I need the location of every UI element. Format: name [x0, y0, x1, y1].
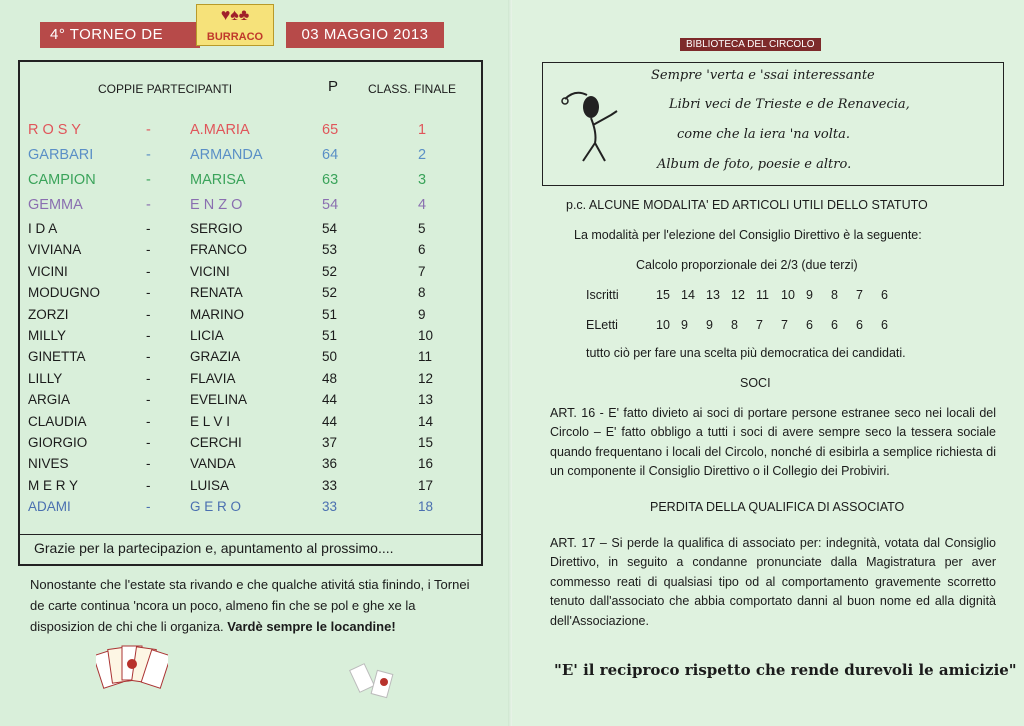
iscritti-value: 9 — [806, 288, 813, 302]
iscritti-value: 7 — [856, 288, 863, 302]
pair-second-name: E N Z O — [190, 197, 243, 213]
iscritti-value: 14 — [681, 288, 695, 302]
table-row — [28, 168, 473, 193]
pair-first-name: MODUGNO — [28, 285, 100, 301]
points-value: 44 — [322, 413, 338, 429]
points-value: 51 — [322, 306, 338, 322]
pair-first-name: GEMMA — [28, 197, 83, 213]
iscritti-value: 11 — [756, 288, 769, 302]
pair-second-name: FRANCO — [190, 242, 247, 258]
eletti-value: 7 — [781, 318, 788, 332]
tournament-date: 03 MAGGIO 2013 — [286, 22, 444, 48]
points-value: 44 — [322, 392, 338, 408]
rank-value: 7 — [418, 263, 426, 279]
eletti-label: ELetti — [586, 318, 618, 332]
pair-first-name: R O S Y — [28, 122, 81, 138]
table-row — [28, 282, 473, 303]
pair-second-name: SERGIO — [190, 221, 243, 236]
tournament-title: 4° TORNEO DE — [40, 22, 200, 48]
eletti-value: 6 — [806, 318, 813, 332]
table-row — [28, 193, 473, 218]
pair-first-name: VICINI — [28, 263, 68, 279]
points-value: 63 — [322, 172, 339, 188]
table-row — [28, 346, 473, 367]
pair-second-name: LICIA — [190, 327, 224, 343]
eletti-value: 9 — [706, 318, 713, 332]
scattered-cards-icon — [344, 656, 408, 706]
pair-first-name: I D A — [28, 221, 58, 236]
table-row — [28, 325, 473, 346]
pair-dash: - — [146, 197, 151, 213]
rank-value: 5 — [418, 221, 426, 236]
table-row — [28, 261, 473, 282]
results-table — [18, 60, 483, 566]
table-row — [28, 432, 473, 453]
iscritti-value: 12 — [731, 288, 745, 302]
pair-dash: - — [146, 477, 151, 493]
rank-value: 1 — [418, 122, 427, 138]
rank-value: 17 — [418, 477, 434, 493]
right-page — [512, 0, 1024, 726]
table-row — [28, 143, 473, 168]
article-16: ART. 16 - E' fatto divieto ai soci di portare persone estranee seco nei locali del Circolo – E' fatto obbligo a tutti i soci di avere sempre seco la tessera sociale quando frequentano i locali del Circolo, nonché di esibirla a semplice richiesta di un componente il Consiglio Direttivo o il Collegio dei Probiviri. — [550, 406, 996, 479]
closing-motto: "E' il reciproco rispetto che rende durevoli le amicizie" — [554, 661, 1017, 679]
table-row — [28, 453, 473, 474]
pair-first-name: GINETTA — [28, 349, 86, 365]
left-paragraph — [30, 574, 482, 637]
column-header-rank: CLASS. FINALE — [368, 82, 457, 96]
pair-first-name: M E R Y — [28, 477, 79, 493]
rank-value: 4 — [418, 197, 427, 213]
points-value: 53 — [322, 242, 338, 258]
soci-heading: SOCI — [740, 376, 771, 390]
pair-dash: - — [146, 370, 151, 386]
pair-dash: - — [146, 221, 151, 236]
table-row — [28, 304, 473, 325]
iscritti-value: 8 — [831, 288, 838, 302]
pair-first-name: LILLY — [28, 370, 63, 386]
pair-second-name: RENATA — [190, 285, 243, 301]
iscritti-value: 10 — [781, 288, 795, 302]
points-value: 33 — [322, 499, 338, 515]
rank-value: 6 — [418, 242, 426, 258]
table-row — [28, 496, 473, 517]
pair-dash: - — [146, 499, 151, 515]
pair-second-name: FLAVIA — [190, 370, 236, 386]
pair-first-name: ARGIA — [28, 392, 71, 408]
pair-second-name: VANDA — [190, 456, 236, 472]
pair-dash: - — [146, 263, 151, 279]
library-line: Sempre 'verta e 'ssai interessante — [651, 68, 875, 83]
rank-value: 18 — [418, 499, 434, 515]
iscritti-value: 15 — [656, 288, 670, 302]
pair-dash: - — [146, 392, 151, 408]
pair-second-name: CERCHI — [190, 434, 242, 450]
burraco-logo — [196, 4, 274, 46]
table-row — [28, 118, 473, 143]
iscritti-label: Iscritti — [586, 288, 619, 302]
results-rows — [28, 118, 473, 517]
pair-second-name: VICINI — [190, 263, 230, 279]
eletti-value: 6 — [831, 318, 838, 332]
rank-value: 9 — [418, 306, 426, 322]
card-suits-icon: ♥♠♣ — [220, 7, 250, 24]
pair-dash: - — [146, 285, 151, 301]
pair-dash: - — [146, 349, 151, 365]
eletti-value: 6 — [881, 318, 888, 332]
pair-first-name: VIVIANA — [28, 242, 82, 258]
rank-value: 15 — [418, 434, 434, 450]
democratic-note: tutto ciò per fare una scelta più democratica dei candidati. — [586, 346, 906, 360]
eletti-value: 10 — [656, 318, 670, 332]
points-value: 52 — [322, 263, 338, 279]
rank-value: 13 — [418, 392, 434, 408]
pair-second-name: LUISA — [190, 477, 230, 493]
table-row — [28, 218, 473, 239]
iscritti-value: 13 — [706, 288, 720, 302]
points-value: 37 — [322, 434, 338, 450]
points-value: 52 — [322, 285, 338, 301]
iscritti-value: 6 — [881, 288, 888, 302]
library-title: BIBLIOTECA DEL CIRCOLO — [680, 38, 821, 51]
pair-second-name: A.MARIA — [190, 122, 250, 138]
library-box — [542, 62, 1004, 186]
eletti-value: 7 — [756, 318, 763, 332]
table-row — [28, 368, 473, 389]
pair-first-name: ADAMI — [28, 499, 71, 515]
pair-dash: - — [146, 413, 151, 429]
points-value: 48 — [322, 370, 338, 386]
pair-first-name: MILLY — [28, 327, 67, 343]
table-row — [28, 411, 473, 432]
column-header-points: P — [328, 78, 339, 95]
library-line: Libri veci de Trieste e de Renavecia, — [669, 97, 910, 112]
rank-value: 2 — [418, 147, 427, 163]
pair-dash: - — [146, 242, 151, 258]
pair-first-name: ZORZI — [28, 306, 69, 322]
points-value: 64 — [322, 147, 339, 163]
pair-second-name: GRAZIA — [190, 349, 241, 365]
table-row — [28, 475, 473, 496]
eletti-value: 9 — [681, 318, 688, 332]
pair-second-name: E L V I — [190, 413, 231, 429]
election-intro: La modalità per l'elezione del Consiglio Direttivo è la seguente: — [574, 228, 922, 242]
pair-dash: - — [146, 434, 151, 450]
points-value: 54 — [322, 221, 338, 236]
rank-value: 11 — [418, 349, 433, 365]
column-header-pairs: COPPIE PARTECIPANTI — [98, 82, 233, 96]
library-line: come che la iera 'na volta. — [677, 127, 850, 142]
stick-figure-reading-icon — [561, 85, 623, 165]
points-value: 51 — [322, 327, 338, 343]
pair-second-name: EVELINA — [190, 392, 248, 408]
points-value: 65 — [322, 122, 339, 138]
pair-dash: - — [146, 327, 151, 343]
points-value: 50 — [322, 349, 338, 365]
statute-heading: p.c. ALCUNE MODALITA' ED ARTICOLI UTILI DELLO STATUTO — [566, 198, 928, 212]
eletti-value: 8 — [731, 318, 738, 332]
perdita-heading: PERDITA DELLA QUALIFICA DI ASSOCIATO — [650, 500, 905, 514]
pair-dash: - — [146, 122, 151, 138]
playing-cards-fan-icon — [96, 644, 168, 700]
rank-value: 3 — [418, 172, 427, 188]
points-value: 36 — [322, 456, 338, 472]
thanks-note: Grazie per la partecipazion e, apuntamento al prossimo.... — [34, 540, 394, 556]
pair-second-name: G E R O — [190, 499, 242, 515]
pair-first-name: GARBARI — [28, 147, 94, 163]
table-row — [28, 389, 473, 410]
rank-value: 14 — [418, 413, 434, 429]
pair-dash: - — [146, 172, 151, 188]
table-divider — [20, 534, 481, 535]
pair-second-name: MARINO — [190, 306, 244, 322]
article-17: ART. 17 – Si perde la qualifica di associato per: indegnità, votata dal Consiglio Direttivo, in seguito a condanne pronunciate dalla Magistratura per aver commesso reati di qualsiasi tipo od al comportamento gravemente scorretto tenuto dall'associato che abbia comportato danni al buon nome ed alla dignità dell'Associazione. — [550, 536, 996, 628]
paragraph-bold: Vardè sempre le locandine! — [227, 619, 396, 634]
pair-dash: - — [146, 306, 151, 322]
points-value: 54 — [322, 197, 339, 213]
rank-value: 8 — [418, 285, 426, 301]
pair-second-name: MARISA — [190, 172, 246, 188]
eletti-value: 6 — [856, 318, 863, 332]
logo-text: BURRACO — [206, 31, 264, 43]
table-row — [28, 239, 473, 260]
rank-value: 12 — [418, 370, 434, 386]
pair-first-name: CLAUDIA — [28, 413, 87, 429]
pair-dash: - — [146, 147, 151, 163]
proportional-calc: Calcolo proporzionale dei 2/3 (due terzi) — [636, 258, 858, 272]
rank-value: 16 — [418, 456, 434, 472]
points-value: 33 — [322, 477, 338, 493]
library-line: Album de foto, poesie e altro. — [657, 157, 852, 172]
pair-dash: - — [146, 456, 151, 472]
paragraph-text: Nonostante che l'estate sta rivando e che qualche ativitá stia finindo, i Tornei de carte continua 'ncora un poco, almeno fin che se pol e ghe xe la disposizion de chi che li organiza. — [30, 577, 470, 634]
pair-first-name: NIVES — [28, 456, 69, 472]
rank-value: 10 — [418, 327, 434, 343]
pair-second-name: ARMANDA — [190, 147, 263, 163]
pair-first-name: GIORGIO — [28, 434, 88, 450]
pair-first-name: CAMPION — [28, 172, 96, 188]
